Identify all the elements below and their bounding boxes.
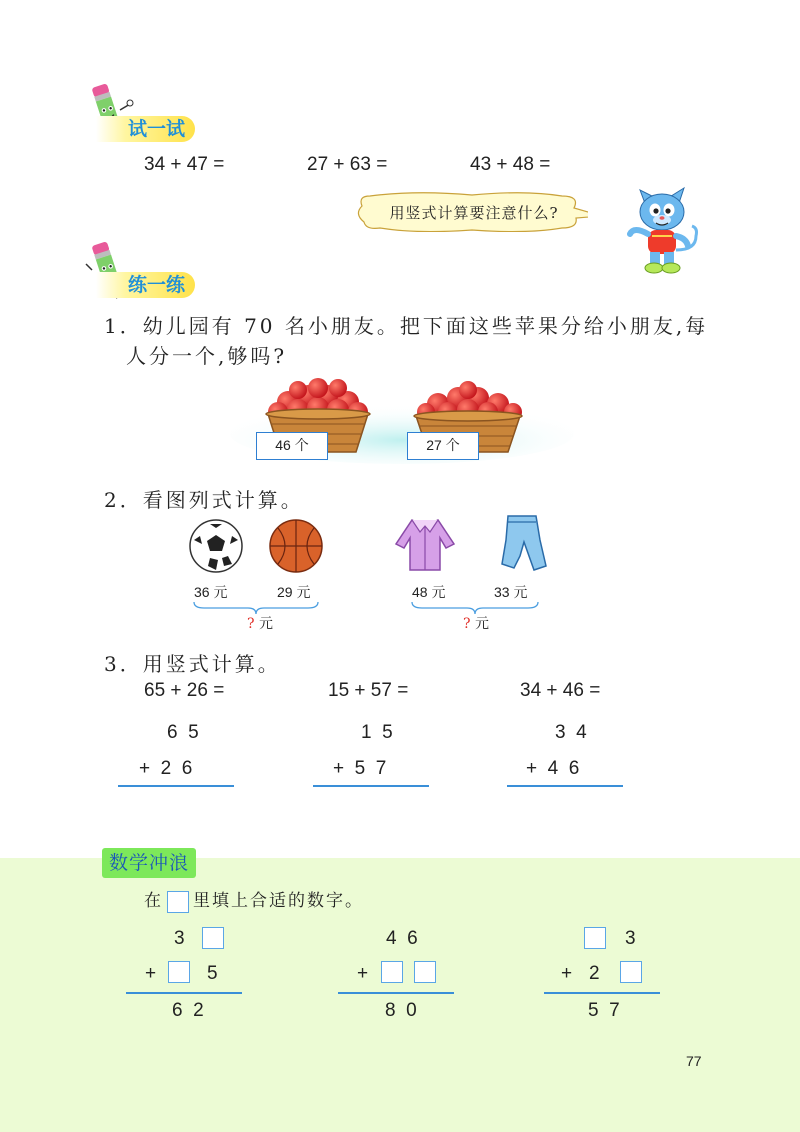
vertical-2-line <box>313 785 429 787</box>
soccer-ball-price: 36 元 <box>194 584 228 600</box>
basketball-icon <box>268 518 324 574</box>
challenge-1-result: 6 2 <box>172 1000 204 1021</box>
vertical-3-bottom: + 4 6 <box>526 758 580 779</box>
pants-price: 33 元 <box>494 584 528 600</box>
challenge-1-top-digit: 3 <box>174 928 185 949</box>
soccer-ball-icon <box>188 518 244 574</box>
challenge-3-result: 5 7 <box>588 1000 620 1021</box>
challenge-2-blank-tens[interactable] <box>381 961 403 983</box>
try-equation-3: 43 + 48 = <box>470 154 551 175</box>
try-equation-1: 34 + 47 = <box>144 154 225 175</box>
blank-box-icon <box>167 891 189 913</box>
challenge-3-blank-top[interactable] <box>584 927 606 949</box>
challenge-1-bottom-digit: 5 <box>207 963 218 984</box>
vertical-1-line <box>118 785 234 787</box>
vertical-equation-1: 65 + 26 = <box>144 680 225 701</box>
vertical-2-top: 1 5 <box>361 722 393 743</box>
unknown-total-left: ? 元 <box>247 616 273 632</box>
question-2-title: 2．看图列式计算。 <box>104 488 304 512</box>
question-1-line-1: 1．幼儿园有 70 名小朋友。把下面这些苹果分给小朋友,每 <box>104 314 709 338</box>
basketball-price: 29 元 <box>277 584 311 600</box>
unknown-total-right: ? 元 <box>463 616 489 632</box>
challenge-section-label: 数学冲浪 <box>102 848 196 878</box>
jacket-price: 48 元 <box>412 584 446 600</box>
challenge-area <box>0 858 800 1132</box>
try-section-label: 试一试 <box>96 116 195 142</box>
challenge-1-blank-top[interactable] <box>202 927 224 949</box>
challenge-3-blank-bottom[interactable] <box>620 961 642 983</box>
challenge-3-plus: + <box>561 963 573 984</box>
vertical-2-bottom: + 5 7 <box>333 758 387 779</box>
vertical-3-line <box>507 785 623 787</box>
challenge-3-top-digit: 3 <box>625 928 636 949</box>
challenge-3-line <box>544 992 660 994</box>
challenge-2-line <box>338 992 454 994</box>
challenge-2-top: 4 6 <box>386 928 418 949</box>
question-1-line-2: 人分一个,够吗? <box>126 344 288 368</box>
basket-2-label: 27 个 <box>407 432 479 460</box>
vertical-1-bottom: + 2 6 <box>139 758 193 779</box>
page-number: 77 <box>686 1053 702 1069</box>
vertical-1-top: 6 5 <box>167 722 199 743</box>
challenge-2-result: 8 0 <box>385 1000 417 1021</box>
challenge-1-plus: + <box>145 963 157 984</box>
jacket-icon <box>390 514 460 574</box>
challenge-2-plus: + <box>357 963 369 984</box>
challenge-2-blank-ones[interactable] <box>414 961 436 983</box>
question-3-title: 3．用竖式计算。 <box>104 652 281 676</box>
vertical-equation-2: 15 + 57 = <box>328 680 409 701</box>
vertical-equation-3: 34 + 46 = <box>520 680 601 701</box>
pants-icon <box>494 512 550 574</box>
challenge-1-blank-bottom[interactable] <box>168 961 190 983</box>
practice-section-label: 练一练 <box>96 272 195 298</box>
vertical-3-top: 3 4 <box>555 722 587 743</box>
cat-mascot-icon <box>626 180 702 278</box>
try-equation-2: 27 + 63 = <box>307 154 388 175</box>
challenge-1-line <box>126 992 242 994</box>
basket-1-label: 46 个 <box>256 432 328 460</box>
speech-bubble-text: 用竖式计算要注意什么? <box>389 204 559 222</box>
challenge-3-bottom-digit: 2 <box>589 963 600 984</box>
challenge-instruction: 在 里填上合适的数字。 <box>144 891 364 911</box>
